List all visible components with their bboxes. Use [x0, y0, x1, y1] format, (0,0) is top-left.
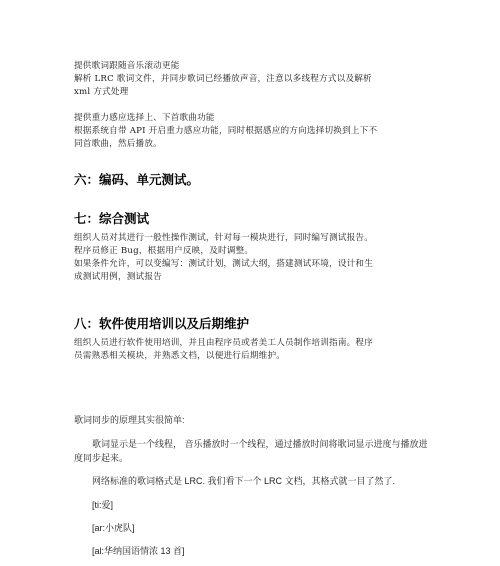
text-line: 组织人员对其进行一般性操作测试，针对每一模块进行，同时编写测试报告。: [74, 233, 373, 243]
text-line: 组织人员进行软件使用培训，并且由程序员或者美工人员制作培训指南。程序: [74, 338, 373, 348]
section-heading-7: 七：综合测试: [74, 211, 150, 226]
text-line: xml 方式处理: [74, 87, 129, 97]
text-line: 程序员修正 Bug，根据用户反映，及时调整。: [74, 246, 254, 256]
text-line: 员需熟悉相关模块，并熟悉文档，以便进行后期维护。: [74, 351, 286, 361]
text-line: 根据系统自带 API 开启重力感应功能，同时根据感应的方向选择切换到上下不: [74, 126, 378, 136]
text-line: 提供重力感应选择上、下首歌曲功能: [74, 113, 215, 123]
text-line: 成测试用例，测试报告: [74, 272, 162, 282]
text-line: 同首歌曲，然后播放。: [74, 139, 162, 149]
lrc-paragraph-line: 度同步起来。: [74, 453, 129, 463]
section-heading-8: 八：软件使用培训以及后期维护: [74, 316, 250, 331]
text-line: 如果条件允许，可以变编写：测试计划，测试大纲，搭建测试环境，设计和生: [74, 259, 373, 269]
lrc-intro: 歌词同步的原理其实很简单:: [74, 415, 185, 425]
lrc-tag-album: [al:华纳国语情浓 13 首]: [92, 546, 185, 556]
section-heading-6: 六：编码、单元测试。: [74, 172, 200, 187]
text-line: 解析 LRC 歌词文件，并同步歌词已经播放声音，注意以多线程方式以及解析: [74, 74, 372, 84]
lrc-paragraph-line: 歌词显示是一个线程， 音乐播放时一个线程，通过播放时间将歌词显示进度与播放进: [92, 439, 428, 449]
lrc-tag-title: [ti:爱]: [92, 500, 114, 510]
text-line: 提供歌词跟随音乐滚动更能: [74, 61, 180, 71]
lrc-tag-artist: [ar:小虎队]: [92, 523, 135, 533]
lrc-paragraph: 网络标准的歌词格式是 LRC. 我们看下一个 LRC 文档，其格式就一目了然了.: [92, 476, 396, 486]
